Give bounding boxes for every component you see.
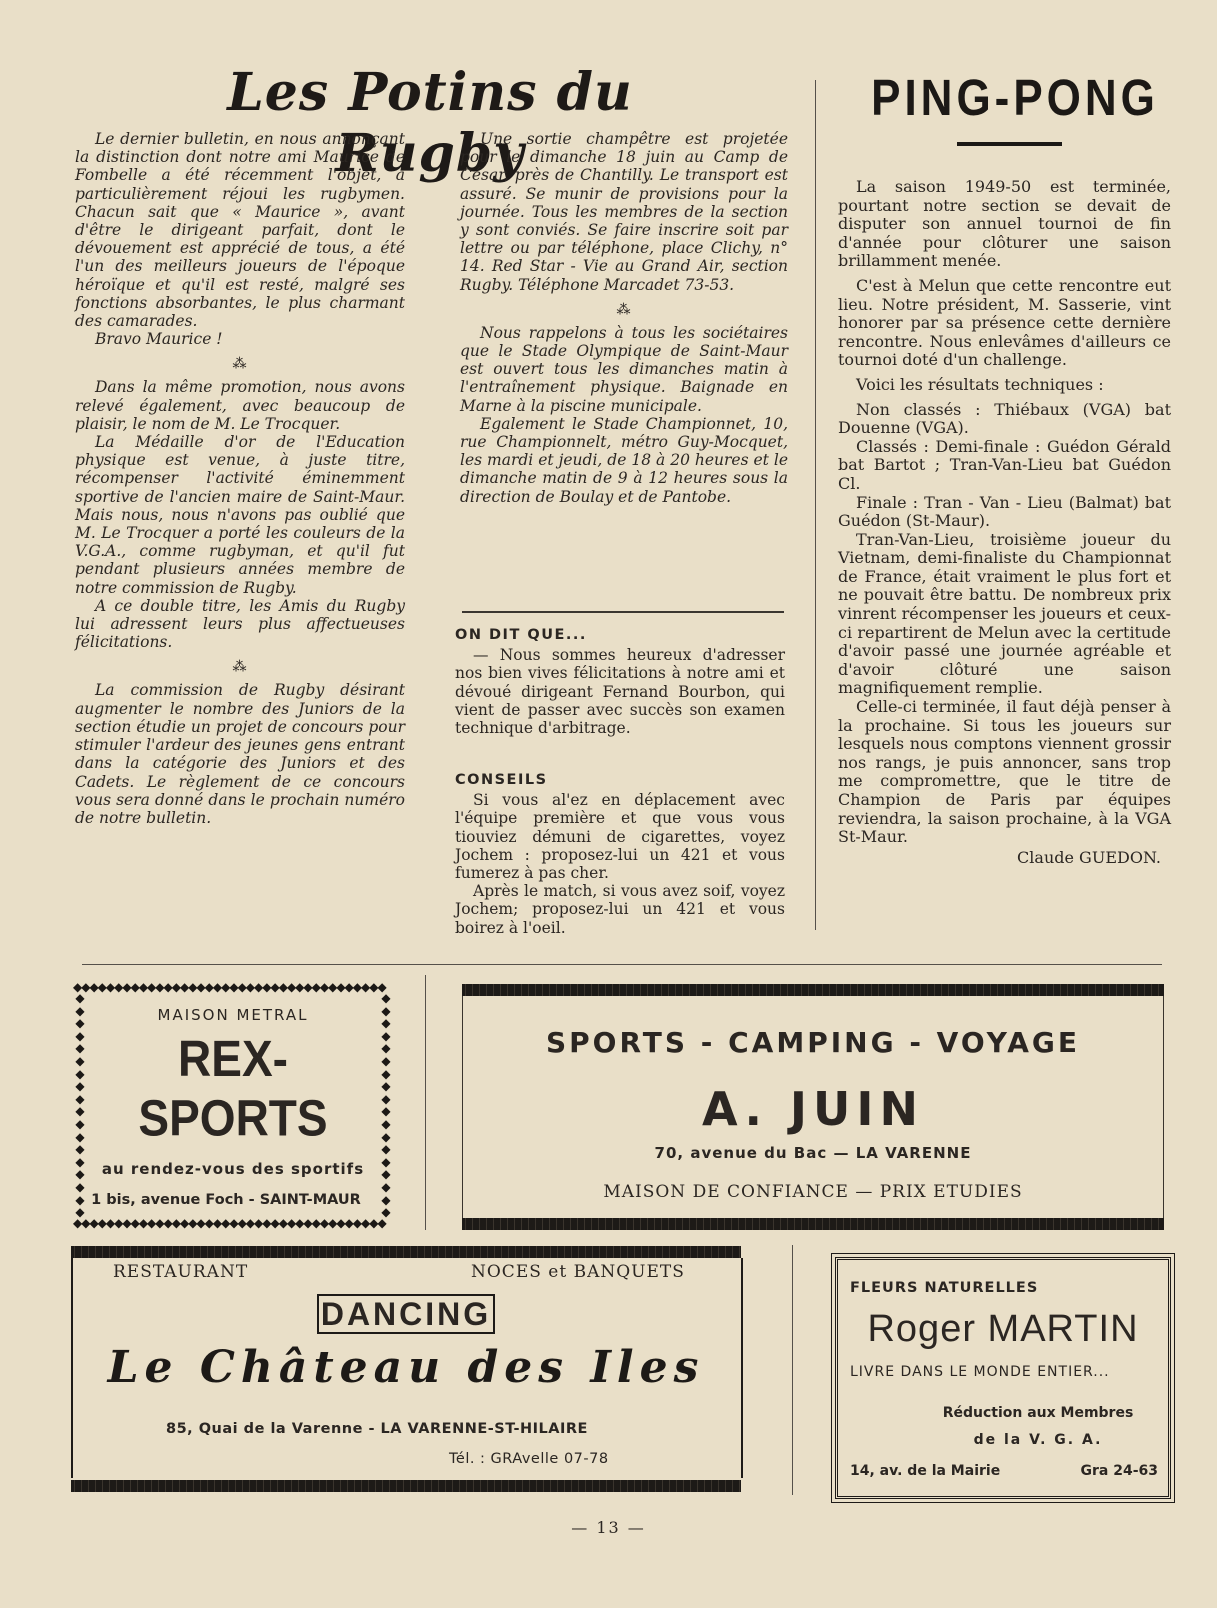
- rugby-paragraph: A ce double titre, les Amis du Rugby lui adressent leurs plus affectueuses félicitations.: [75, 596, 405, 652]
- article-paragraph: Tran-Van-Lieu, troisième joueur du Vietnam, demi-finaliste du Championnat de France, était vraiment le plus fort et ne pouvait être battu. De nombreux prix vinrent récompenser les joueurs et ceux-ci repartirent de Melun avec la certitude d'avoir passé une journée agréable et d'avoir clôturé une saison magnifiquement remplie.: [838, 529, 1171, 698]
- ad-discount-members: de la V. G. A.: [973, 1432, 1103, 1448]
- article-paragraph: La saison 1949-50 est terminée, pourtant notre section se devait de disputer son annuel tournoi de fin d'année pour clôturer une saison brillamment menée.: [838, 177, 1171, 271]
- article-paragraph: C'est à Melun que cette rencontre eut lieu. Notre président, M. Sasserie, vint honorer par sa présence cette dernière rencontre. Nous enlevâmes d'ailleurs ce tournoi doté d'un challenge.: [838, 275, 1171, 370]
- decorative-band: [71, 1246, 741, 1258]
- ad-brand-name: A. JUIN: [701, 1082, 925, 1136]
- ad-roger-martin: [835, 1257, 1171, 1499]
- asterism-icon: ⁂: [616, 301, 632, 318]
- ping-pong-title: PING-PONG: [871, 70, 1159, 127]
- vertical-divider: [815, 80, 816, 930]
- rugby-title: Les Potins du Rugby: [227, 62, 633, 184]
- ad-brand-name: Le Château des Iles: [107, 1342, 705, 1393]
- rugby-paragraph: Nous rappelons à tous les sociétaires que le Stade Olympique de Saint-Maur est ouvert tous les dimanches matin à l'entraînement physique. Baignade en Marne à la piscine municipale.: [460, 323, 788, 415]
- ad-content: [87, 994, 379, 1216]
- section-paragraph: — Nous sommes heureux d'adresser nos bien vives félicitations à notre ami et dévoué dirigeant Fernand Bourbon, qui vient de passer avec succès son examen technique d'arbitrage.: [455, 646, 785, 738]
- rugby-paragraph: Egalement le Stade Championnet, 10, rue Championnelt, métro Guy-Mocquet, les mardi et jeudi, de 18 à 20 heures et le dimanche matin de 9 à 12 heures sous la direction de Boulay et de Pantobe.: [460, 414, 788, 506]
- vertical-divider: [792, 1245, 793, 1495]
- ad-address: 85, Quai de la Varenne - LA VARENNE-ST-HILAIRE: [166, 1421, 588, 1437]
- section-heading: CONSEILS: [455, 772, 548, 788]
- diamond-border-icon: ◆◆◆◆◆◆◆◆◆◆◆◆◆◆◆◆◆◆◆◆◆◆◆◆◆◆◆◆◆◆◆◆◆◆◆◆◆◆: [73, 980, 386, 994]
- article-signature: Claude GUEDON.: [1017, 847, 1161, 867]
- ad-tagline: au rendez-vous des sportifs: [101, 1160, 365, 1178]
- ad-label-restaurant: RESTAURANT: [113, 1262, 249, 1282]
- ad-chateau-des-iles: [71, 1246, 741, 1492]
- ad-header: FLEURS NATURELLES: [850, 1280, 1039, 1296]
- decorative-band: [462, 984, 1164, 996]
- ad-address: 70, avenue du Bac — LA VARENNE: [654, 1144, 972, 1162]
- dancing-label: DANCING: [317, 1294, 495, 1334]
- section-paragraph: Après le match, si vous avez soif, voyez Jochem; proposez-lui un 421 et vous boirez à l'oeil.: [455, 882, 785, 937]
- title-underline: [957, 142, 1062, 146]
- ad-brand-name: Roger MARTIN: [867, 1308, 1139, 1350]
- diamond-border-icon: ◆◆◆◆◆◆◆◆◆◆◆◆◆◆◆◆◆◆◆◆◆◆◆◆◆◆◆◆◆◆◆◆◆◆◆◆◆◆: [73, 1216, 386, 1230]
- rugby-paragraph: Une sortie champêtre est projetée pour le dimanche 18 juin au Camp de César, près de Chantilly. Le transport est assuré. Se munir de provisions pour la journée. Tous les membres de la section y sont conviés. Se faire inscrire soit par lettre ou par téléphone, place Clichy, n° 14. Red Star - Vie au Grand Air, section Rugby. Téléphone Marcadet 73-53.: [460, 130, 788, 294]
- rugby-column-2: [460, 130, 788, 506]
- ad-discount: Réduction aux Membres: [942, 1405, 1134, 1421]
- rugby-paragraph: Le dernier bulletin, en nous annonçant la distinction dont notre ami Maurice de Fombelle a été récemment l'objet, a particulièrement réjoui les rugbymen. Chacun sait que « Maurice », avant d'être le dirigeant parfait, dont le dévouement est apprécié de tous, a été l'un des meilleurs joueurs de l'époque héroïque et qu'il est resté, malgré ses fonctions absorbantes, le plus charmant des camarades.: [75, 130, 405, 331]
- on-dit-que-section: [455, 626, 785, 737]
- rugby-column-1: [75, 130, 405, 827]
- rugby-paragraph: Dans la même promotion, nous avons relevé également, avec beaucoup de plaisir, le nom de M. Le Trocquer.: [75, 378, 405, 433]
- section-paragraph: Si vous al'ez en déplacement avec l'équipe première et que vous vous tiouviez démuni de cigarettes, voyez Jochem : proposez-lui un 421 et vous fumerez à pas cher.: [455, 791, 785, 883]
- asterism-icon: ⁂: [232, 356, 248, 373]
- ads-divider: [82, 964, 1162, 965]
- rugby-paragraph: La Médaille d'or de l'Education physique est venue, à juste titre, récompenser l'activité éminemment sportive de l'ancien maire de Saint-Maur. Mais nous, nous n'avons pas oublié que M. Le Trocquer a porté les couleurs de la V.G.A., comme rugbyman, et qu'il fut pendant plusieurs années membre de notre commission de Rugby.: [75, 433, 405, 597]
- ad-brand-name: REX-SPORTS: [138, 1029, 328, 1147]
- ad-categories: SPORTS - CAMPING - VOYAGE: [545, 1026, 1081, 1059]
- article-paragraph: Non classés : Thiébaux (VGA) bat Douenne (VGA).: [838, 399, 1171, 438]
- article-paragraph: Celle-ci terminée, il faut déjà penser à la prochaine. Si tous les joueurs sur lesquels nous comptons viennent grossir nos rangs, je puis annoncer, sans trop me compromettre, que le titre de Champion de Paris par équipes reviendra, la saison prochaine, à la VGA St-Maur.: [838, 697, 1171, 847]
- decorative-band: [71, 1480, 741, 1492]
- diamond-border-icon: ◆ ◆ ◆ ◆ ◆ ◆ ◆ ◆ ◆ ◆ ◆ ◆ ◆ ◆ ◆ ◆ ◆ ◆: [75, 992, 85, 1218]
- ad-tagline: MAISON DE CONFIANCE — PRIX ETUDIES: [603, 1182, 1023, 1202]
- ad-phone: Tél. : GRAvelle 07-78: [449, 1451, 609, 1467]
- ping-pong-article: [838, 178, 1171, 867]
- ad-frame: [462, 996, 1164, 1218]
- ad-rex-sports: [73, 980, 393, 1230]
- page-number: — 13 —: [571, 1518, 646, 1537]
- article-paragraph: Finale : Tran - Van - Lieu (Balmat) bat Guédon (St-Maur).: [838, 492, 1171, 531]
- rugby-paragraph: La commission de Rugby désirant augmenter le nombre des Juniors de la section étudie un projet de concours pour stimuler l'ardeur des jeunes gens entrant dans la catégorie des Juniors et des Cadets. Le règlement de ce concours vous sera donné dans le prochain numéro de notre bulletin.: [75, 681, 405, 827]
- article-paragraph: Classés : Demi-finale : Guédon Gérald bat Bartot ; Tran-Van-Lieu bat Guédon Cl.: [838, 436, 1171, 493]
- ad-address: 1 bis, avenue Foch - SAINT-MAUR: [91, 1192, 361, 1208]
- column-divider: [462, 611, 784, 613]
- article-paragraph: Voici les résultats techniques :: [856, 374, 1104, 394]
- asterism-icon: ⁂: [232, 659, 248, 676]
- ad-dancing: [71, 1296, 741, 1333]
- ad-label-noces: NOCES et BANQUETS: [471, 1262, 685, 1282]
- diamond-border-icon: ◆ ◆ ◆ ◆ ◆ ◆ ◆ ◆ ◆ ◆ ◆ ◆ ◆ ◆ ◆ ◆ ◆ ◆: [381, 992, 391, 1218]
- decorative-band: [462, 1218, 1164, 1230]
- ad-address: 14, av. de la Mairie: [850, 1463, 1001, 1479]
- conseils-section: [455, 771, 785, 937]
- vertical-divider: [425, 975, 426, 1230]
- ad-a-juin: [462, 984, 1164, 1232]
- ad-delivery: LIVRE DANS LE MONDE ENTIER...: [850, 1364, 1110, 1380]
- rugby-bravo: Bravo Maurice !: [95, 330, 223, 349]
- ad-phone: Gra 24-63: [1080, 1463, 1158, 1479]
- ad-maison: MAISON METRAL: [157, 1006, 309, 1024]
- section-heading: ON DIT QUE...: [455, 627, 587, 643]
